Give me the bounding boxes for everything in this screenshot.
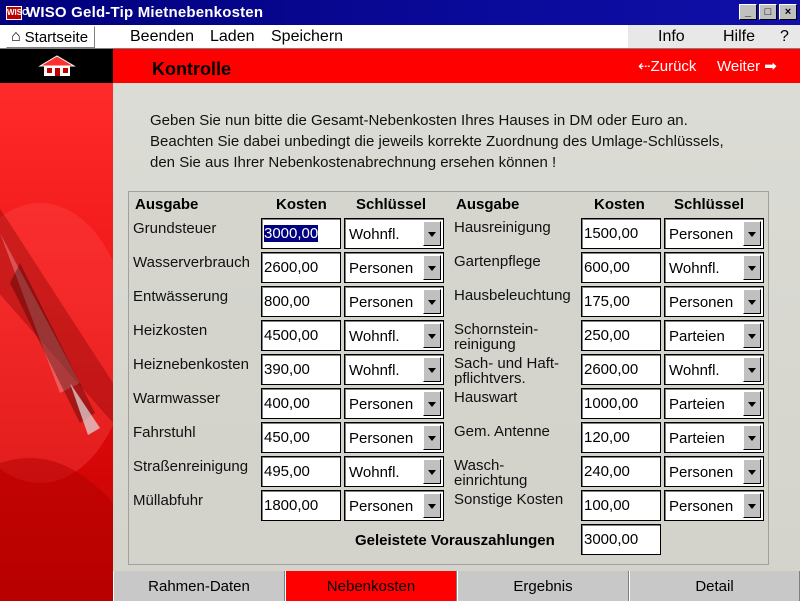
cost-label: Straßenreinigung <box>133 458 249 475</box>
cost-label-line-1: Gartenpflege <box>454 253 541 270</box>
key-value: Personen <box>669 226 734 243</box>
menu-right-area <box>628 25 800 48</box>
key-dropdown[interactable] <box>344 490 444 521</box>
prepayments-label: Geleistete Vorauszahlungen <box>355 532 555 549</box>
key-dropdown[interactable] <box>344 286 444 317</box>
menu-help-question[interactable]: ? <box>780 28 789 45</box>
cost-label-line-1: Sonstige Kosten <box>454 491 564 508</box>
house-logo-icon <box>38 54 76 78</box>
window-controls <box>739 4 797 20</box>
cost-value: 800,00 <box>264 293 310 310</box>
key-dropdown[interactable] <box>664 422 764 453</box>
key-value: Personen <box>349 294 414 311</box>
cost-value: 4500,00 <box>264 327 319 344</box>
dropdown-arrow-icon[interactable] <box>743 391 761 416</box>
cost-input[interactable] <box>261 388 341 419</box>
header-ausgabe-left: Ausgabe <box>135 196 199 213</box>
dropdown-arrow-icon[interactable] <box>423 221 441 246</box>
key-dropdown[interactable] <box>664 218 764 249</box>
page-title: Kontrolle <box>152 59 231 79</box>
cost-input[interactable] <box>581 456 661 487</box>
cost-label <box>454 322 538 352</box>
cost-label: Fahrstuhl <box>133 424 196 441</box>
cost-label: Grundsteuer <box>133 220 217 237</box>
bottom-tabs <box>113 571 800 601</box>
dropdown-arrow-icon[interactable] <box>423 255 441 280</box>
intro-line-2: Beachten Sie dabei unbedingt die jeweils korrekte Zuordnung des Umlage-Schlüssels, <box>150 133 724 150</box>
key-dropdown[interactable] <box>344 456 444 487</box>
cost-label <box>454 390 517 405</box>
cost-input[interactable] <box>261 252 341 283</box>
header-schluessel-right: Schlüssel <box>674 196 745 213</box>
dropdown-arrow-icon[interactable] <box>423 289 441 314</box>
prepayments-input[interactable] <box>581 524 661 555</box>
key-dropdown[interactable] <box>664 320 764 351</box>
cost-label-line-1: Hausbeleuchtung <box>454 287 571 304</box>
cost-label-line-1: Schornstein- <box>454 321 539 338</box>
cost-value: 390,00 <box>264 361 310 378</box>
key-dropdown[interactable] <box>664 354 764 385</box>
prepayments-value: 3000,00 <box>584 531 639 548</box>
key-dropdown[interactable] <box>344 388 444 419</box>
cost-input[interactable] <box>581 252 661 283</box>
key-dropdown[interactable] <box>664 456 764 487</box>
tab-ergebnis[interactable]: Ergebnis <box>457 571 629 601</box>
menu-speichern[interactable]: Speichern <box>271 28 344 45</box>
cost-label: Warmwasser <box>133 390 220 407</box>
window-title: WISO Geld-Tip Mietnebenkosten <box>26 4 264 21</box>
cost-label: Heiznebenkosten <box>133 356 249 373</box>
cost-input[interactable] <box>581 354 661 385</box>
maximize-button[interactable]: □ <box>759 4 777 20</box>
minimize-button[interactable]: _ <box>739 4 757 20</box>
cost-label: Entwässerung <box>133 288 229 305</box>
cost-value: 1500,00 <box>584 225 639 242</box>
cost-label-line-1: Hausreinigung <box>454 219 551 236</box>
intro-line-1: Geben Sie nun bitte die Gesamt-Nebenkosten Ihres Hauses in DM oder Euro an. <box>150 112 688 129</box>
cost-label-line-2: reinigung <box>454 336 516 353</box>
cost-value: 250,00 <box>584 327 630 344</box>
cost-input[interactable] <box>581 218 661 249</box>
menu-bar <box>0 25 800 49</box>
menu-beenden[interactable]: Beenden <box>130 28 195 45</box>
cost-label <box>454 220 551 235</box>
header-ausgabe-right: Ausgabe <box>456 196 520 213</box>
key-dropdown[interactable] <box>664 252 764 283</box>
header-kosten-left: Kosten <box>276 196 327 213</box>
fountain-pen-icon <box>0 83 113 601</box>
key-value: Parteien <box>669 430 725 447</box>
tab-nebenkosten[interactable]: Nebenkosten <box>285 571 457 601</box>
cost-input[interactable] <box>261 422 341 453</box>
tab-detail[interactable]: Detail <box>629 571 800 601</box>
cost-value: 240,00 <box>584 463 630 480</box>
cost-value: 3000,00 <box>264 225 319 242</box>
cost-input[interactable] <box>261 218 341 249</box>
dropdown-arrow-icon[interactable] <box>423 459 441 484</box>
key-value: Personen <box>669 464 734 481</box>
dropdown-arrow-icon[interactable] <box>743 459 761 484</box>
dropdown-arrow-icon[interactable] <box>423 357 441 382</box>
header-schluessel-left: Schlüssel <box>356 196 427 213</box>
cost-label <box>454 492 563 507</box>
cost-input[interactable] <box>581 388 661 419</box>
cost-label <box>454 458 527 488</box>
cost-input[interactable] <box>261 286 341 317</box>
cost-input[interactable] <box>581 422 661 453</box>
cost-label <box>454 254 541 269</box>
key-value: Parteien <box>669 396 725 413</box>
cost-input[interactable] <box>581 490 661 521</box>
cost-value: 100,00 <box>584 497 630 514</box>
dropdown-arrow-icon[interactable] <box>743 255 761 280</box>
key-dropdown[interactable] <box>344 422 444 453</box>
cost-value: 450,00 <box>264 429 310 446</box>
cost-label <box>454 424 550 439</box>
key-value: Wohnfl. <box>669 362 720 379</box>
start-button[interactable] <box>6 26 95 48</box>
title-bar <box>0 0 800 25</box>
cost-input[interactable] <box>261 490 341 521</box>
key-dropdown[interactable] <box>664 490 764 521</box>
menu-laden[interactable]: Laden <box>210 28 255 45</box>
cost-value: 120,00 <box>584 429 630 446</box>
header-kosten-right: Kosten <box>594 196 645 213</box>
close-button[interactable]: × <box>779 4 797 20</box>
cost-value: 495,00 <box>264 463 310 480</box>
key-value: Wohnfl. <box>349 226 400 243</box>
dropdown-arrow-icon[interactable] <box>743 289 761 314</box>
dropdown-arrow-icon[interactable] <box>423 391 441 416</box>
cost-label: Heizkosten <box>133 322 208 339</box>
dropdown-arrow-icon[interactable] <box>743 493 761 518</box>
cost-value: 2600,00 <box>264 259 319 276</box>
dropdown-arrow-icon[interactable] <box>423 493 441 518</box>
cost-label: Wasserverbrauch <box>133 254 250 271</box>
intro-line-3: den Sie aus Ihrer Nebenkostenabrechnung ersehen können ! <box>150 154 557 171</box>
key-value: Wohnfl. <box>349 328 400 345</box>
cost-value: 1800,00 <box>264 497 319 514</box>
cost-label-line-1: Wasch- <box>454 457 505 474</box>
menu-hilfe[interactable]: Hilfe <box>723 28 756 45</box>
key-dropdown[interactable] <box>344 252 444 283</box>
cost-value: 1000,00 <box>584 395 639 412</box>
key-dropdown[interactable] <box>344 218 444 249</box>
dropdown-arrow-icon[interactable] <box>423 323 441 348</box>
key-dropdown[interactable] <box>664 388 764 419</box>
start-label: Startseite <box>24 28 89 46</box>
cost-label-line-2: pflichtvers. <box>454 370 526 387</box>
key-value: Personen <box>349 260 414 277</box>
cost-label-line-2: einrichtung <box>454 472 528 489</box>
key-value: Personen <box>349 396 414 413</box>
home-icon: ⌂ <box>11 28 21 45</box>
key-value: Parteien <box>669 328 725 345</box>
decorative-side-panel <box>0 83 113 601</box>
cost-label-line-1: Gem. Antenne <box>454 423 550 440</box>
cost-input[interactable] <box>261 320 341 351</box>
cost-value: 600,00 <box>584 259 630 276</box>
key-value: Wohnfl. <box>349 362 400 379</box>
key-value: Personen <box>349 498 414 515</box>
app-icon: WISO <box>6 6 22 20</box>
key-value: Wohnfl. <box>349 464 400 481</box>
cost-label-line-1: Sach- und Haft- <box>454 355 560 372</box>
key-value: Personen <box>349 430 414 447</box>
dropdown-arrow-icon[interactable] <box>743 221 761 246</box>
key-dropdown[interactable] <box>344 354 444 385</box>
cost-input[interactable] <box>581 286 661 317</box>
cost-label <box>454 288 571 303</box>
dropdown-arrow-icon[interactable] <box>743 323 761 348</box>
cost-label <box>454 356 559 386</box>
cost-input[interactable] <box>261 456 341 487</box>
key-dropdown[interactable] <box>664 286 764 317</box>
key-dropdown[interactable] <box>344 320 444 351</box>
dropdown-arrow-icon[interactable] <box>743 357 761 382</box>
cost-value: 400,00 <box>264 395 310 412</box>
cost-value: 175,00 <box>584 293 630 310</box>
cost-label: Müllabfuhr <box>133 492 204 509</box>
tab-rahmen-daten[interactable]: Rahmen-Daten <box>113 571 285 601</box>
next-button[interactable]: Weiter ➡ <box>717 58 777 75</box>
cost-input[interactable] <box>581 320 661 351</box>
key-value: Personen <box>669 294 734 311</box>
cost-label-line-1: Hauswart <box>454 389 518 406</box>
back-button[interactable]: ⇠Zurück <box>638 58 697 75</box>
dropdown-arrow-icon[interactable] <box>743 425 761 450</box>
key-value: Personen <box>669 498 734 515</box>
cost-value: 2600,00 <box>584 361 639 378</box>
intro-text <box>150 110 790 173</box>
cost-input[interactable] <box>261 354 341 385</box>
dropdown-arrow-icon[interactable] <box>423 425 441 450</box>
key-value: Wohnfl. <box>669 260 720 277</box>
menu-info[interactable]: Info <box>658 28 685 45</box>
